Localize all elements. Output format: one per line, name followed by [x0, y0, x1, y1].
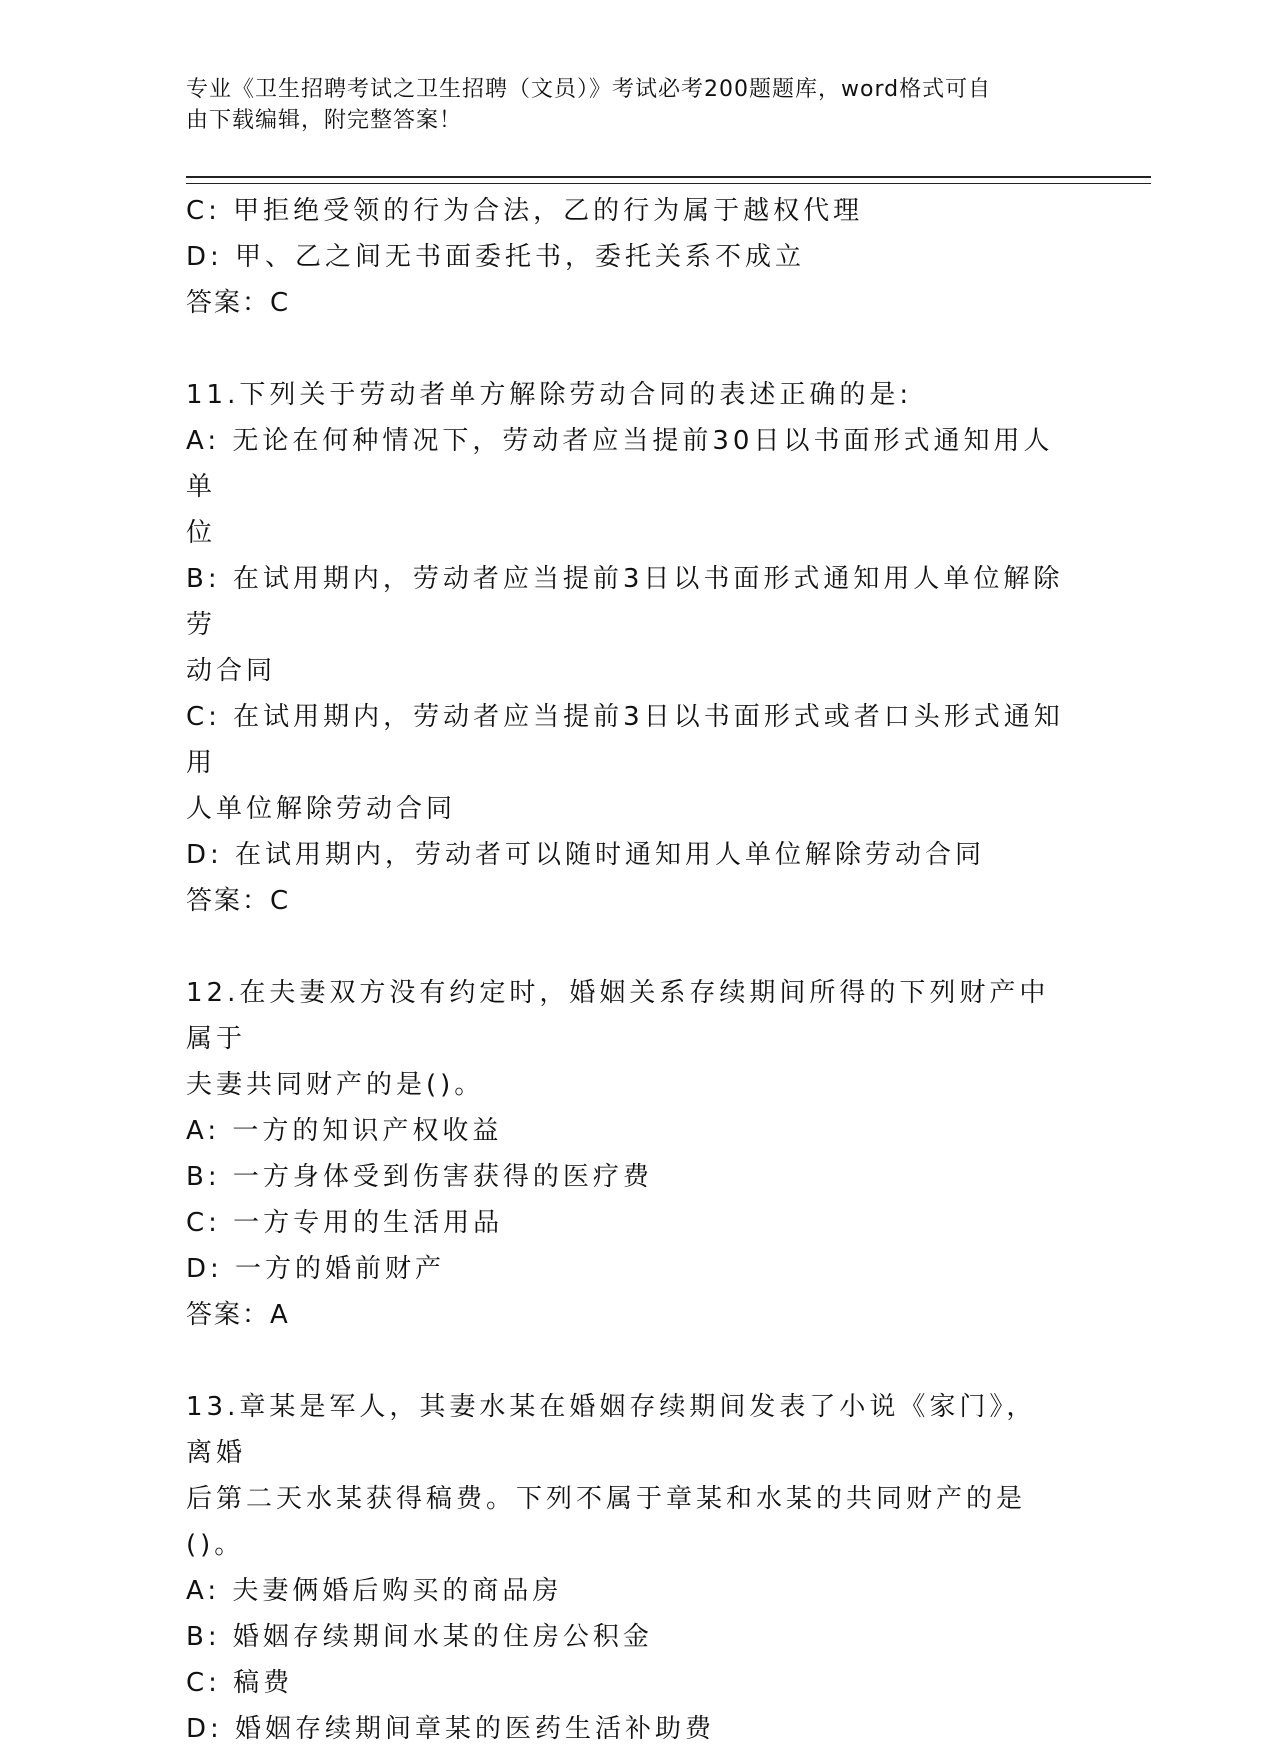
option-b-cont: 动合同	[186, 656, 277, 686]
option-a-cont: 位	[186, 518, 217, 548]
option-d: D: 一方的婚前财产	[186, 1254, 446, 1284]
option-c: C: 一方专用的生活用品	[186, 1208, 504, 1238]
header-line-1: 专业《卫生招聘考试之卫生招聘（文员）》考试必考200题题库，word格式可自	[186, 77, 992, 102]
spacer	[186, 924, 1066, 970]
document-body	[186, 188, 1066, 1752]
question-text-cont: 夫妻共同财产的是()。	[186, 1070, 485, 1100]
option-d: D: 婚姻存续期间章某的医药生活补助费	[186, 1714, 716, 1744]
question-11	[186, 372, 1066, 924]
answer-line: 答案：A	[186, 1300, 290, 1330]
question-10-partial	[186, 188, 1066, 326]
option-a: A: 夫妻俩婚后购买的商品房	[186, 1576, 563, 1606]
option-b: B: 一方身体受到伤害获得的医疗费	[186, 1162, 653, 1192]
question-text: 11.下列关于劳动者单方解除劳动合同的表述正确的是:	[186, 380, 913, 410]
option-a: A: 一方的知识产权收益	[186, 1116, 503, 1146]
answer-line: 答案：C	[186, 288, 291, 318]
header-rule-thick	[186, 176, 1151, 178]
option-d: D: 在试用期内，劳动者可以随时通知用人单位解除劳动合同	[186, 840, 986, 870]
document-header	[186, 74, 1066, 136]
spacer	[186, 326, 1066, 372]
spacer	[186, 1338, 1066, 1384]
option-b: B: 在试用期内，劳动者应当提前3日以书面形式通知用人单位解除劳	[186, 564, 1064, 640]
header-line-2: 由下载编辑，附完整答案！	[186, 108, 463, 133]
option-c: C: 在试用期内，劳动者应当提前3日以书面形式或者口头形式通知用	[186, 702, 1064, 778]
question-text: 13.章某是军人，其妻水某在婚姻存续期间发表了小说《家门》，离婚	[186, 1392, 1037, 1468]
question-text: 12.在夫妻双方没有约定时，婚姻关系存续期间所得的下列财产中属于	[186, 978, 1050, 1054]
question-13	[186, 1384, 1066, 1752]
answer-line: 答案：C	[186, 886, 291, 916]
question-12	[186, 970, 1066, 1338]
option-c-cont: 人单位解除劳动合同	[186, 794, 457, 824]
header-rule-thin	[186, 183, 1151, 184]
option-d: D: 甲、乙之间无书面委托书，委托关系不成立	[186, 242, 806, 272]
option-b: B: 婚姻存续期间水某的住房公积金	[186, 1622, 653, 1652]
option-c: C: 甲拒绝受领的行为合法，乙的行为属于越权代理	[186, 196, 864, 226]
question-text-cont: 后第二天水某获得稿费。下列不属于章某和水某的共同财产的是()。	[186, 1484, 1027, 1560]
option-a: A: 无论在何种情况下，劳动者应当提前30日以书面形式通知用人单	[186, 426, 1054, 502]
option-c: C: 稿费	[186, 1668, 294, 1698]
